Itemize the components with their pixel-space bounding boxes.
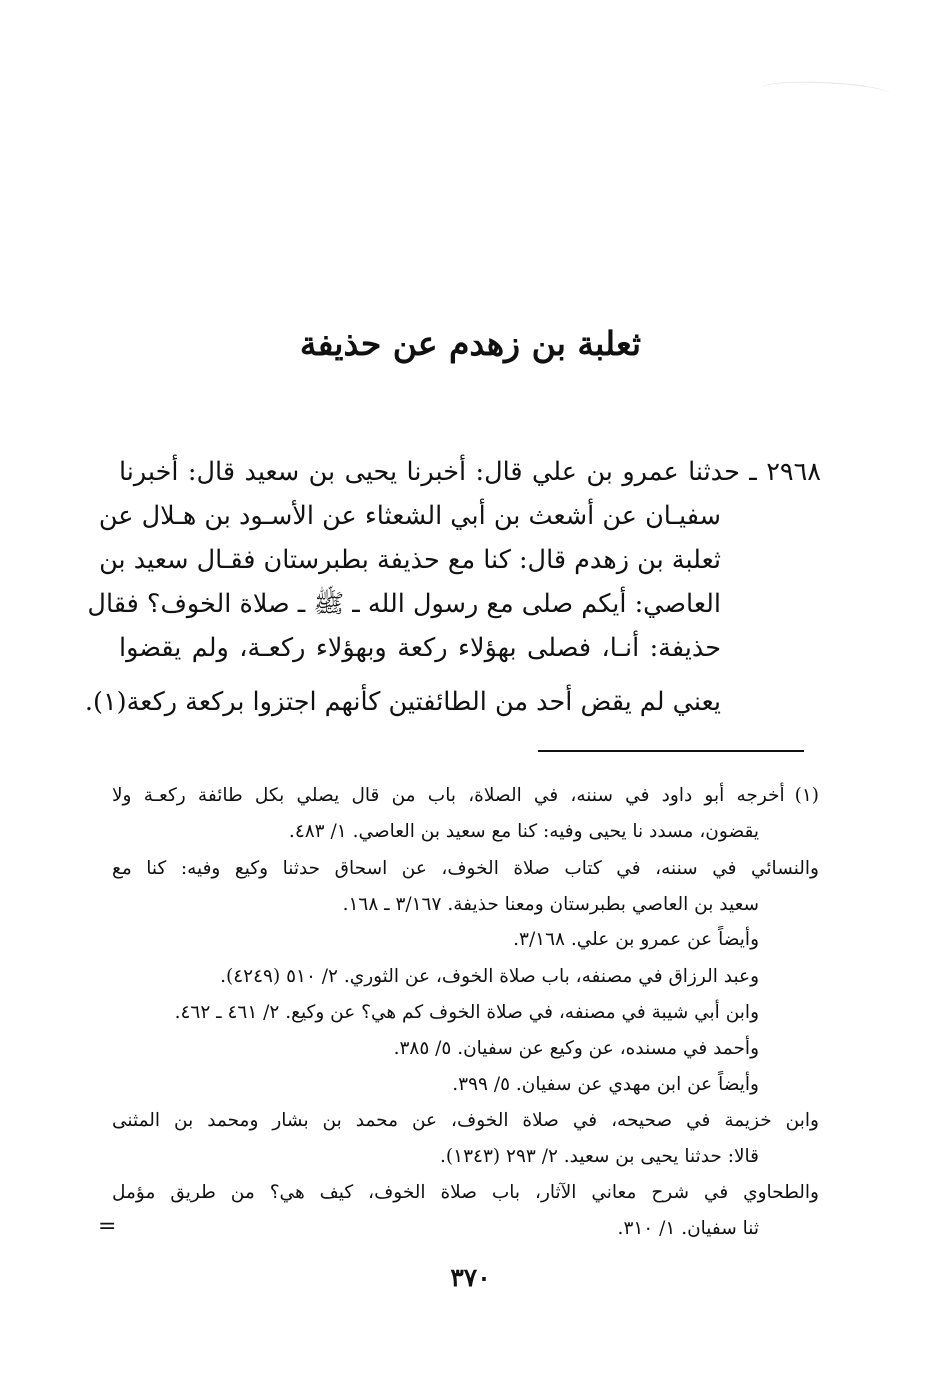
continuation-mark: = — [98, 1214, 117, 1239]
footnote-line-8: وأحمد في مسنده، عن وكيع عن سفيان. ٥/ ٣٨٥. — [393, 1038, 759, 1059]
footnote-line-2: يقضون، مسدد نا يحيى وفيه: كنا مع سعيد بن العاصي. ١/ ٤٨٣. — [288, 821, 759, 842]
footnote-line-12: والطحاوي في شرح معاني الآثار، باب صلاة الخوف، كيف هي؟ من طريق مؤمل — [112, 1182, 819, 1203]
hadith-line-6: يعني لم يقض أحد من الطائفتين كأنهم اجتزوا بركعة ركعة(١). — [84, 687, 721, 717]
footnote-line-3: والنسائي في سننه، في كتاب صلاة الخوف، عن اسحاق حدثنا وكيع وفيه: كنا مع — [112, 858, 819, 879]
footnote-line-4: سعيد بن العاصي بطبرستان ومعنا حذيفة. ٣/١٦٧ ـ ١٦٨. — [342, 894, 759, 915]
footnote-line-13: ثنا سفيان. ١/ ٣١٠. — [617, 1218, 759, 1239]
footnote-line-11: قالا: حدثنا يحيى بن سعيد. ٢/ ٢٩٣ (١٣٤٣). — [440, 1146, 759, 1167]
page-number: ٣٧٠ — [450, 1263, 491, 1292]
hadith-line-4: العاصي: أيكم صلى مع رسول الله ـ ﷺ ـ صلاة الخوف؟ فقال — [87, 589, 721, 619]
footnote-line-6: وعبد الرزاق في مصنفه، باب صلاة الخوف، عن الثوري. ٢/ ٥١٠ (٤٢٤٩). — [220, 966, 759, 987]
footnote-line-9: وأيضاً عن ابن مهدي عن سفيان. ٥/ ٣٩٩. — [452, 1074, 759, 1095]
footnote-line-1: (١)أخرجه أبو داود في سننه، في الصلاة، باب من قال يصلي بكل طائفة ركعـة ولا — [112, 778, 819, 814]
chapter-heading: ثعلبة بن زهدم عن حذيفة — [299, 324, 642, 363]
footnote-separator — [538, 750, 804, 752]
hadith-line-5: حذيفة: أنـا، فصلى بهؤلاء ركعة وبهؤلاء ركعـة، ولم يقضوا — [119, 633, 721, 663]
footnote-line-7: وابن أبي شيبة في مصنفه، في صلاة الخوف كم هي؟ عن وكيع. ٢/ ٤٦١ ـ ٤٦٢. — [174, 1002, 759, 1023]
hadith-line-2: سفيـان عن أشعث بن أبي الشعثاء عن الأسـود بن هـلال عن — [98, 501, 721, 531]
footnote-marker: (١) — [794, 785, 819, 806]
hadith-line-1: ٢٩٦٨ ـ حدثنا عمرو بن علي قال: أخبرنا يحيى بن سعيد قال: أخبرنا — [119, 457, 821, 487]
footnote-line-5: وأيضاً عن عمرو بن علي. ٣/١٦٨. — [513, 929, 759, 950]
hadith-line-3: ثعلبة بن زهدم قال: كنا مع حذيفة بطبرستان فقـال سعيد بن — [99, 545, 721, 575]
footnote-line-10: وابن خزيمة في صحيحه، في صلاة الخوف، عن محمد بن بشار ومحمد بن المثنى — [112, 1110, 819, 1131]
scan-artifact — [759, 77, 890, 105]
